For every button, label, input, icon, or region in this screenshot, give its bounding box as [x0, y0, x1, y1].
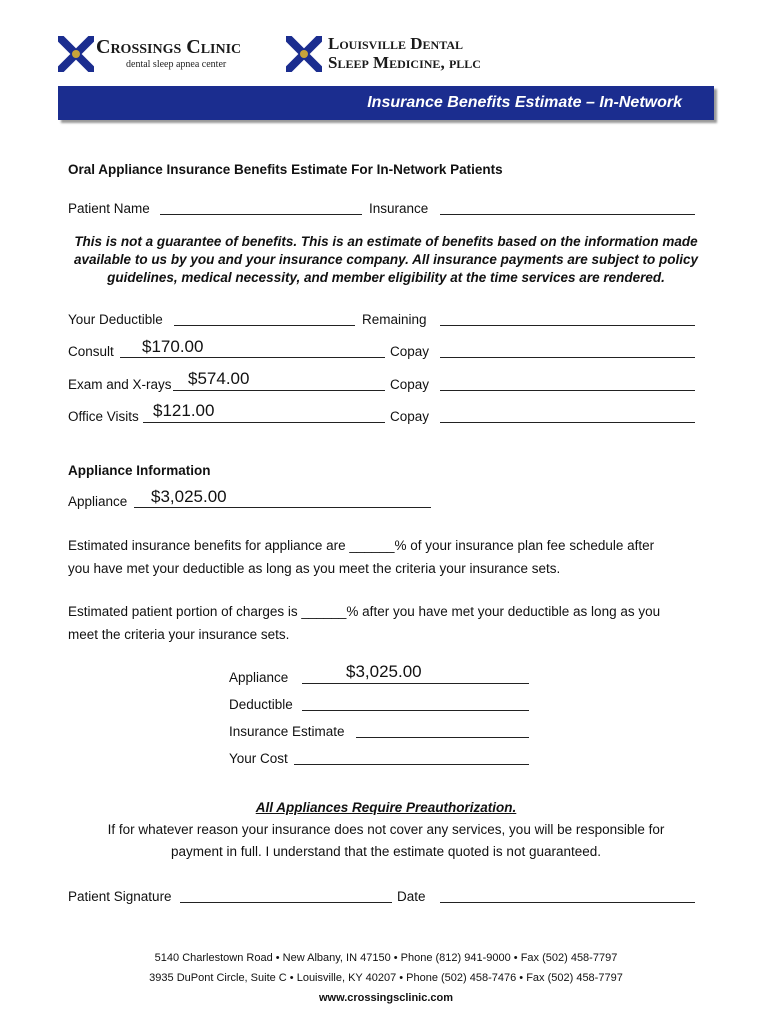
consult-label: Consult [68, 344, 114, 359]
exam-copay-label: Copay [390, 377, 430, 392]
deductible-label: Your Deductible [68, 312, 163, 327]
exam-copay-field[interactable] [440, 390, 695, 391]
form-heading: Oral Appliance Insurance Benefits Estimate For In-Network Patients [68, 162, 503, 177]
remaining-field[interactable] [440, 325, 695, 326]
patient-name-field[interactable] [160, 214, 362, 215]
office-visits-value: $121.00 [153, 401, 215, 420]
notice-line2: payment in full. I understand that the estimate quoted is not guaranteed. [170, 844, 602, 859]
louisville-dental-title-line2: Sleep Medicine, pllc [328, 53, 481, 72]
preauthorization-notice: All Appliances Require Preauthorization. [255, 800, 517, 815]
benefits-text-line1: Estimated insurance benefits for appliance are ______% of your insurance plan fee schedule after [68, 538, 655, 553]
crossings-clinic-subtitle: dental sleep apnea center [126, 59, 227, 70]
office-visits-label: Office Visits [68, 409, 139, 424]
footer-address-line2: 3935 DuPont Circle, Suite C • Louisville, KY 40207 • Phone (502) 458-7476 • Fax (502) 458-7797 [149, 972, 623, 984]
banner-title: Insurance Benefits Estimate – In-Network [367, 94, 682, 111]
exam-value: $574.00 [188, 369, 250, 388]
date-label: Date [397, 889, 426, 904]
title-banner [58, 86, 714, 120]
deductible-field[interactable] [174, 325, 355, 326]
footer-website-link[interactable]: www.crossingsclinic.com [318, 992, 454, 1004]
appliance-label: Appliance [68, 494, 128, 509]
insurance-field[interactable] [440, 214, 695, 215]
notice-line1: If for whatever reason your insurance does not cover any services, you will be responsible for [107, 822, 665, 837]
remaining-label: Remaining [362, 312, 427, 327]
patient-signature-label: Patient Signature [68, 889, 172, 904]
footer-address-line1: 5140 Charlestown Road • New Albany, IN 47150 • Phone (812) 941-9000 • Fax (502) 458-7797 [154, 952, 618, 964]
appliance-heading: Appliance Information [68, 463, 211, 478]
exam-label: Exam and X-rays [68, 377, 172, 392]
summary-your-cost-label: Your Cost [229, 751, 288, 766]
insurance-label: Insurance [369, 201, 429, 216]
patient-portion-text-line2: meet the criteria your insurance sets. [68, 627, 290, 642]
summary-appliance-value: $3,025.00 [346, 662, 422, 681]
summary-insurance-estimate-label: Insurance Estimate [229, 724, 345, 739]
patient-name-label: Patient Name [68, 201, 150, 216]
consult-copay-label: Copay [390, 344, 430, 359]
summary-appliance-label: Appliance [229, 670, 289, 685]
benefits-text-line2: you have met your deductible as long as you meet the criteria your insurance sets. [68, 561, 561, 576]
office-copay-field[interactable] [440, 422, 695, 423]
summary-your-cost-field[interactable] [294, 764, 529, 765]
louisville-dental-logo-icon [286, 36, 322, 72]
consult-field[interactable] [120, 357, 385, 358]
disclaimer-text: This is not a guarantee of benefits. This is an estimate of benefits based on the information made available to us by you and your insurance company. All insurance payments are subject to policy guidelines, medical necessity, and member eligibility at the time services are rendered. [74, 234, 698, 285]
appliance-field[interactable] [134, 507, 431, 508]
crossings-clinic-title: Crossings Clinic [96, 36, 242, 58]
crossings-clinic-logo-icon [58, 36, 94, 72]
summary-appliance-field[interactable] [302, 683, 529, 684]
date-field[interactable] [440, 902, 695, 903]
consult-copay-field[interactable] [440, 357, 695, 358]
office-copay-label: Copay [390, 409, 430, 424]
consult-value: $170.00 [142, 337, 204, 356]
summary-deductible-field[interactable] [302, 710, 529, 711]
exam-field[interactable] [173, 390, 385, 391]
louisville-dental-title-line1: Louisville Dental [328, 34, 464, 53]
summary-insurance-estimate-field[interactable] [356, 737, 529, 738]
patient-portion-text-line1: Estimated patient portion of charges is ______% after you have met your deductible as long as you [68, 604, 661, 619]
appliance-value: $3,025.00 [151, 487, 227, 506]
patient-signature-field[interactable] [180, 902, 392, 903]
summary-deductible-label: Deductible [229, 697, 293, 712]
office-visits-field[interactable] [143, 422, 385, 423]
